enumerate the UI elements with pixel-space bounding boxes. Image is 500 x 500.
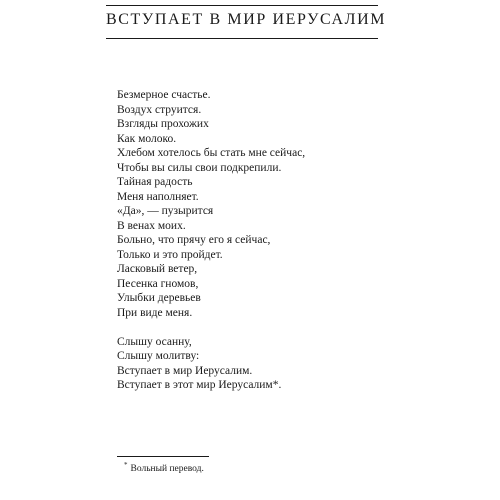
poem-line: Воздух струится. [117,103,202,116]
chapter-title: ВСТУПАЕТ В МИР ИЕРУСАЛИМ [106,11,387,28]
poem-line: Больно, что прячу его я сейчас, [117,234,271,246]
poem-line: Меня наполняет. [117,190,199,203]
poem-line: При виде меня. [117,306,193,319]
poem-stanza-1 [117,88,305,320]
poem-line: Чтобы вы силы свои подкрепили. [117,161,282,174]
poem-line: Безмерное счастье. [117,89,211,101]
poem-body [117,88,305,407]
footnote-separator [117,456,209,457]
poem-line: Вступает в мир Иерусалим. [117,364,253,377]
footnote-text: Вольный перевод. [130,464,204,475]
footnote [124,461,204,474]
chapter-header [106,5,387,35]
footnote-marker: * [124,461,128,469]
header-bottom-rule [106,38,378,39]
poem-line: Тайная радость [117,176,193,188]
poem-line: Песенка гномов, [117,277,199,290]
poem-line: «Да», — пузырится [117,205,214,217]
header-top-rule [106,5,378,6]
poem-line: Слышу молитву: [117,350,200,362]
poem-line: Как молоко. [117,132,177,145]
poem-line: В венах моих. [117,219,186,232]
poem-line: Ласковый ветер, [117,263,198,275]
poem-stanza-2 [117,335,305,393]
poem-line: Хлебом хотелось бы стать мне сейчас, [117,147,306,159]
poem-line: Вступает в этот мир Иерусалим*. [117,379,282,391]
poem-line: Слышу осанну, [117,335,192,348]
poem-line: Улыбки деревьев [117,292,201,304]
poem-line: Взгляды прохожих [117,118,209,130]
poem-line: Только и это пройдет. [117,248,223,261]
